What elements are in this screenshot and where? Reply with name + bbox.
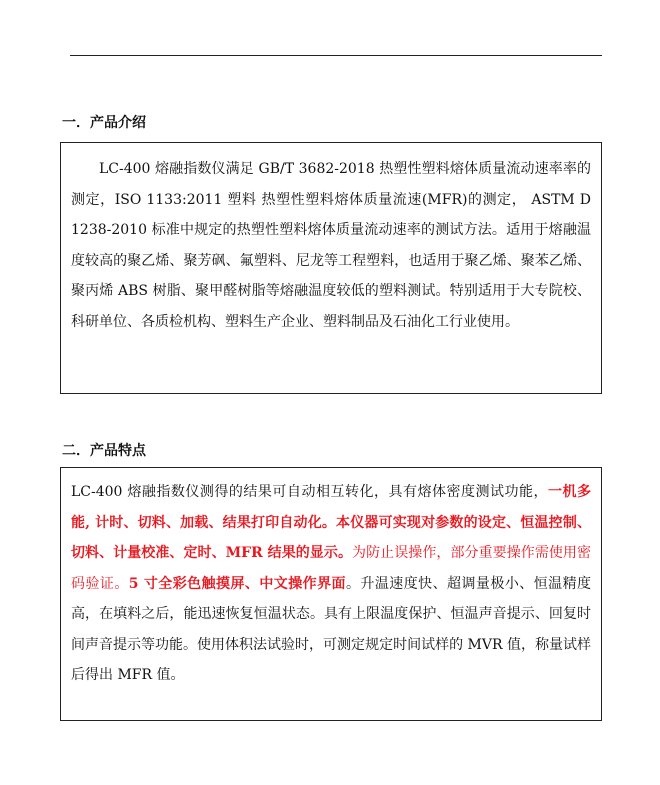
features-box <box>60 467 602 721</box>
features-highlight-automation: 一机多能, 计时、切料、加载、结果打印自动化。本仪器可实现对参数的设定、恒温控制、切料、计量校准、定时、MFR 结果的显示。 <box>71 484 591 561</box>
section-heading-features: 二．产品特点 <box>62 443 146 459</box>
intro-paragraph: LC-400 熔融指数仪满足 GB/T 3682-2018 热塑性塑料熔体质量流动速率率的测定，ISO 1133:2011 塑料 热塑性塑料熔体质量流速(MFR)的测定， ASTM D 1238-2010 标准中规定的热塑性塑料熔体质量流动速率的测试方法。适用于熔融温度较高的聚乙烯、聚芳砜、氟塑料、尼龙等工程塑料，也适用于聚乙烯、聚苯乙烯、聚丙烯 ABS 树脂、聚甲醛树脂等熔融温度较低的塑料测试。特别适用于大专院校、科研单位、各质检机构、塑料生产企业、塑料制品及石油化工行业使用。 <box>71 161 591 330</box>
section-heading-intro: 一．产品介绍 <box>62 115 146 131</box>
header-rule <box>70 55 602 56</box>
features-highlight-touchscreen: 5 寸全彩色触摸屏、中文操作界面 <box>128 575 346 592</box>
intro-box <box>60 142 602 394</box>
features-paragraph <box>71 477 591 691</box>
features-text-intro: LC-400 熔融指数仪测得的结果可自动相互转化，具有熔体密度测试功能， <box>71 484 548 500</box>
features-text-details: 。升温速度快、超调量极小、恒温精度高，在填料之后，能迅速恢复恒温状态。具有上限温度保护、恒温声音提示、回复时间声音提示等功能。使用体积法试验时，可测定规定时间试样的 MVR 值，称量试样后得出 MFR 值。 <box>71 575 592 683</box>
features-highlight-password: 为防止误操作，部分重要操作需使用密码验证。 <box>71 545 591 592</box>
